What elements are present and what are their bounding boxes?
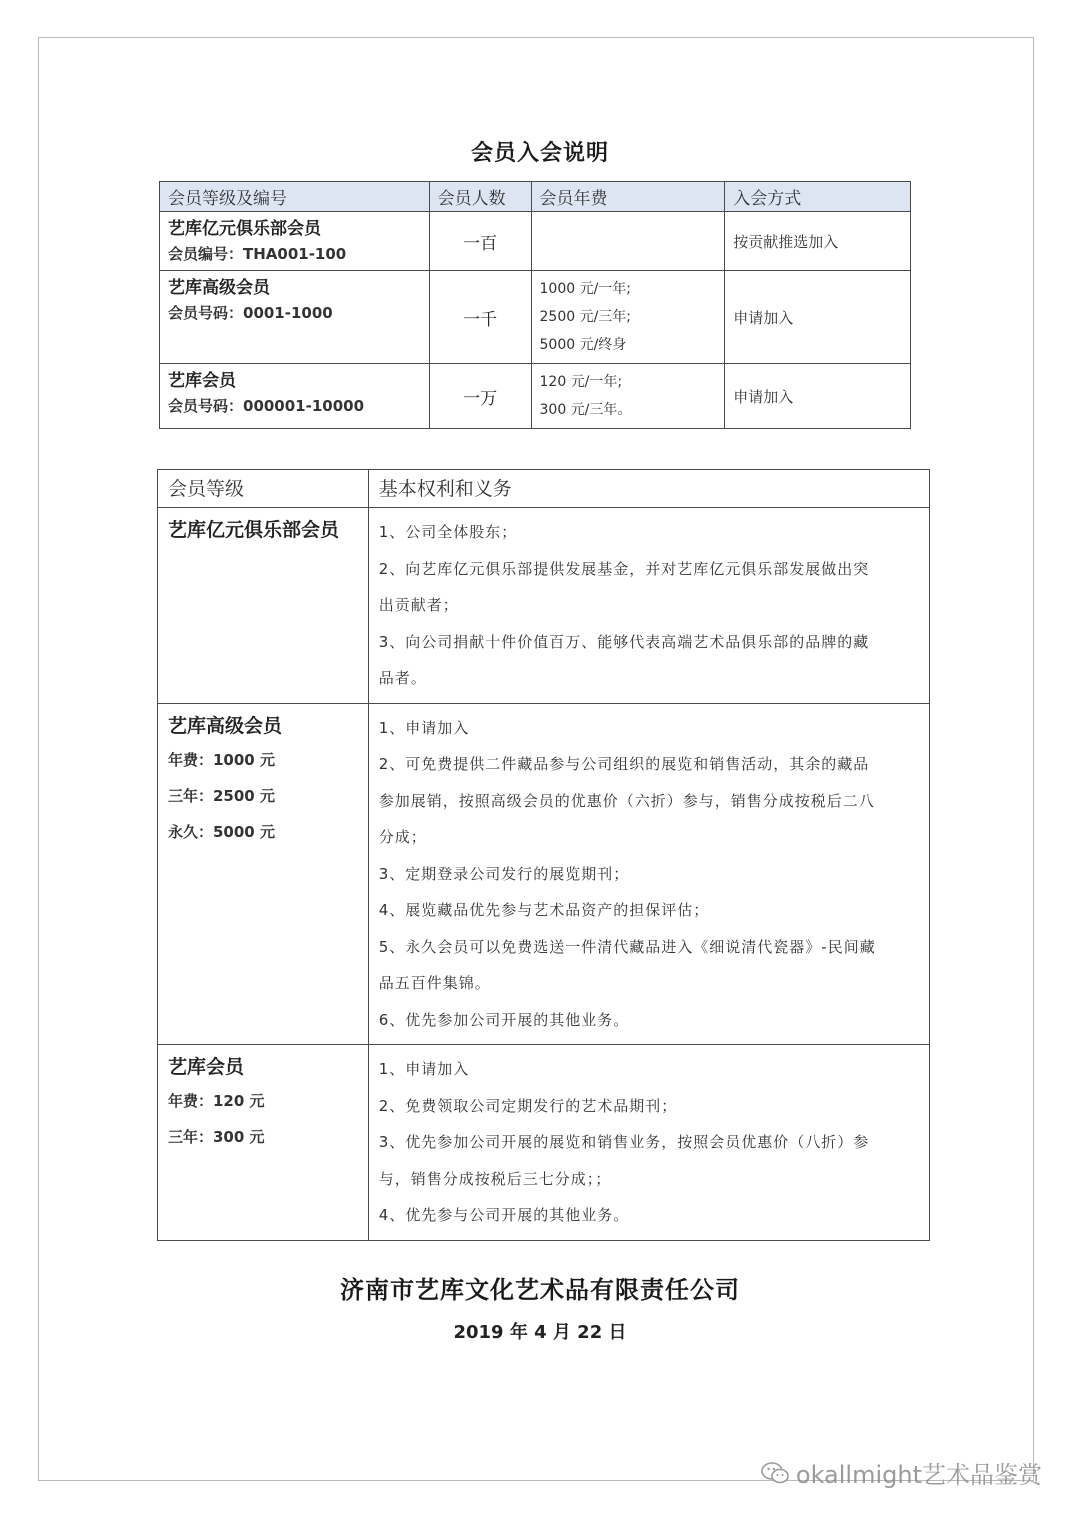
header-count: 会员人数: [429, 182, 531, 212]
level-code: 会员号码：000001-10000: [168, 397, 365, 415]
level-name: 艺库会员: [168, 371, 236, 391]
fee-line: 2500 元/三年;: [539, 309, 632, 325]
document-title: 会员入会说明: [470, 141, 609, 166]
member-count: 一百: [429, 212, 531, 271]
table-row: [160, 364, 911, 429]
rights-line: 4、优先参与公司开展的其他业务。: [378, 1206, 630, 1224]
wechat-icon: [760, 1461, 790, 1485]
header-level: 会员等级: [158, 470, 369, 508]
watermark: [760, 1455, 1042, 1490]
level-name: 艺库高级会员: [168, 278, 270, 298]
table-row: [160, 212, 911, 271]
rights-line: 1、申请加入: [378, 1060, 470, 1078]
level-fee: 三年：2500 元: [168, 786, 275, 805]
level-code: 会员号码：0001-1000: [168, 304, 333, 322]
fee-line: 5000 元/终身: [539, 337, 627, 353]
rights-line: 与，销售分成按税后三七分成；；: [378, 1169, 612, 1188]
rights-line: 参加展销，按照高级会员的优惠价（六折）参与，销售分成按税后二八: [378, 791, 875, 810]
rights-line: 出贡献者；: [378, 596, 459, 614]
company-name: 济南市艺库文化艺术品有限责任公司: [340, 1276, 740, 1304]
rights-line: 6、优先参加公司开展的其他业务。: [378, 1010, 630, 1029]
member-fee: [531, 364, 725, 429]
rights-line: 2、向艺库亿元俱乐部提供发展基金，并对艺库亿元俱乐部发展做出突: [378, 559, 870, 578]
rights-line: 1、公司全体股东；: [378, 523, 518, 541]
level-fee: 永久：5000 元: [168, 822, 275, 841]
level-fee: 年费：120 元: [168, 1092, 265, 1110]
member-count: 一万: [429, 364, 531, 429]
rights-line: 3、定期登录公司发行的展览期刊；: [378, 864, 630, 883]
level-name: 艺库亿元俱乐部会员: [168, 219, 321, 239]
join-method: 申请加入: [725, 271, 911, 364]
watermark-text: okallmight艺术品鉴赏: [795, 1461, 1042, 1489]
rights-line: 5、永久会员可以免费选送一件清代藏品进入《细说清代瓷器》-民间藏: [378, 937, 876, 956]
membership-table: [159, 181, 911, 429]
rights-line: 品者。: [378, 669, 427, 687]
rights-line: 3、优先参加公司开展的展览和销售业务，按照会员优惠价（八折）参: [378, 1133, 870, 1151]
header-rights: 基本权利和义务: [368, 470, 929, 508]
membership-table-header: [160, 182, 911, 212]
header-fee: 会员年费: [531, 182, 725, 212]
level-fee: 年费：1000 元: [168, 750, 275, 769]
rights-line: 4、展览藏品优先参与艺术品资产的担保评估；: [378, 901, 710, 919]
header-method: 入会方式: [725, 182, 911, 212]
fee-line: 300 元/三年。: [539, 402, 632, 418]
level-name: 艺库高级会员: [168, 714, 283, 737]
level-name: 艺库会员: [168, 1056, 245, 1078]
level-code: 会员编号：THA001-100: [168, 245, 347, 263]
join-method: 申请加入: [725, 364, 911, 429]
rights-line: 1、申请加入: [378, 718, 470, 737]
document-date: 2019 年 4 月 22 日: [453, 1322, 627, 1343]
member-count: 一千: [429, 271, 531, 364]
level-name: 艺库亿元俱乐部会员: [168, 519, 340, 541]
fee-line: 120 元/一年;: [539, 374, 623, 390]
rights-table: [157, 469, 930, 1241]
table-row: [158, 508, 930, 704]
rights-table-header: [158, 470, 930, 508]
table-row: [158, 703, 930, 1045]
table-row: [158, 1045, 930, 1241]
table-row: [160, 271, 911, 364]
header-level: 会员等级及编号: [160, 182, 430, 212]
rights-line: 2、可免费提供二件藏品参与公司组织的展览和销售活动，其余的藏品: [378, 755, 870, 773]
fee-line: 1000 元/一年;: [539, 281, 632, 297]
rights-line: 分成；: [378, 828, 427, 846]
rights-line: 2、免费领取公司定期发行的艺术品期刊；: [378, 1096, 678, 1115]
member-fee: [531, 271, 725, 364]
rights-line: 3、向公司捐献十件价值百万、能够代表高端艺术品俱乐部的品牌的藏: [378, 632, 870, 651]
member-fee: [531, 212, 725, 271]
join-method: 按贡献推选加入: [725, 212, 911, 271]
rights-line: 品五百件集锦。: [378, 974, 491, 992]
level-fee: 三年：300 元: [168, 1128, 265, 1146]
